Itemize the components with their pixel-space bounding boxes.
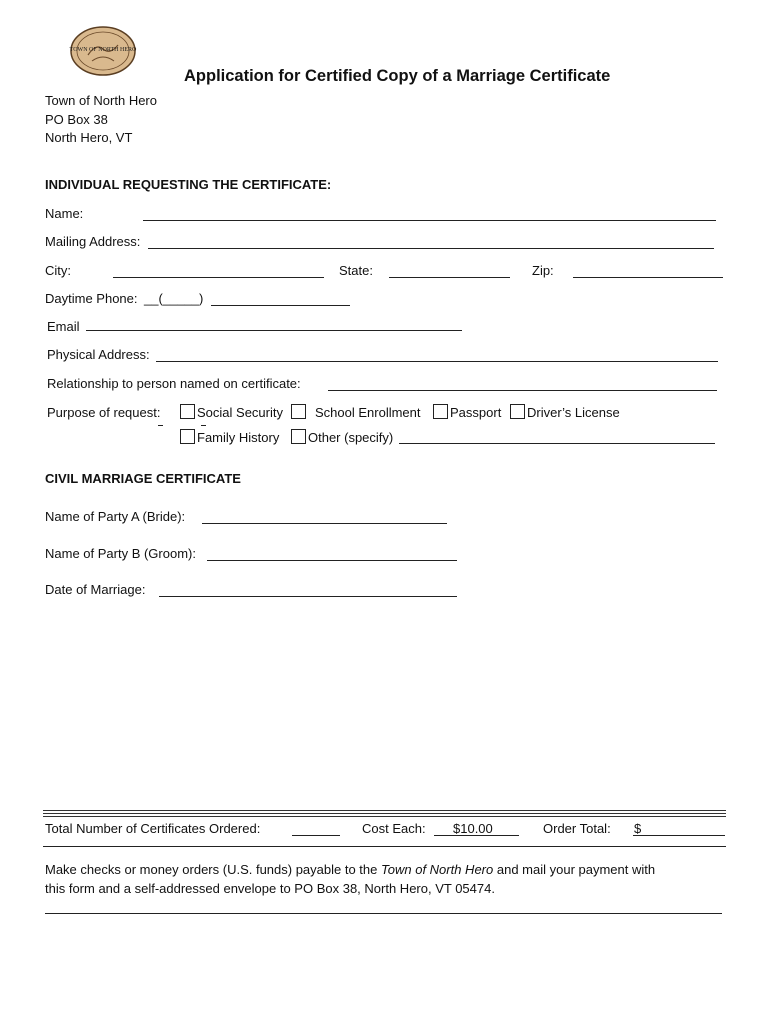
civil-heading: CIVIL MARRIAGE CERTIFICATE [45,471,241,486]
svg-text:TOWN OF NORTH HERO: TOWN OF NORTH HERO [69,47,137,53]
cost-each-value: $10.00 [453,821,493,836]
party-b-label: Name of Party B (Groom): [45,546,196,561]
mailing-address-label: Mailing Address: [45,234,141,249]
zip-field[interactable] [573,277,723,278]
requester-heading: INDIVIDUAL REQUESTING THE CERTIFICATE: [45,177,332,192]
total-certificates-label: Total Number of Certificates Ordered: [45,821,261,836]
page-title: Application for Certified Copy of a Marriage Certificate [184,67,611,85]
cost-each-label: Cost Each: [362,821,426,836]
order-divider-bottom [43,846,726,847]
physical-address-field[interactable] [156,361,718,362]
drivers-license-checkbox[interactable] [510,404,525,419]
family-history-label: Family History [197,430,280,445]
tick-mark [158,425,163,426]
email-label: Email [47,319,80,334]
family-history-checkbox[interactable] [180,429,195,444]
state-label: State: [339,263,373,278]
cost-each-underline [434,835,519,836]
purpose-label: Purpose of request: [47,405,161,420]
passport-checkbox[interactable] [433,404,448,419]
order-total-currency: $ [634,821,642,836]
tick-mark [201,425,206,426]
town-seal-logo [68,25,138,77]
party-a-field[interactable] [202,523,447,524]
order-divider-top [43,813,726,814]
social-security-checkbox[interactable] [180,404,195,419]
zip-label: Zip: [532,263,554,278]
payment-instructions-text: and mail your payment with [493,862,656,877]
other-label: Other (specify) [308,430,394,445]
state-field[interactable] [389,277,510,278]
order-total-label: Order Total: [543,821,611,836]
payee-name: Town of North Hero [381,862,494,877]
order-total-field[interactable] [633,835,725,836]
date-of-marriage-field[interactable] [159,596,457,597]
relationship-label: Relationship to person named on certificate: [47,376,301,391]
social-security-label: Social Security [197,405,283,420]
name-field[interactable] [143,220,716,221]
mailing-address-field[interactable] [148,248,714,249]
other-checkbox[interactable] [291,429,306,444]
phone-label: Daytime Phone: [45,291,138,306]
address-line-1: Town of North Hero [45,93,157,108]
city-field[interactable] [113,277,324,278]
party-b-field[interactable] [207,560,457,561]
passport-label: Passport [450,405,502,420]
other-specify-field[interactable] [399,443,715,444]
total-certificates-field[interactable] [292,835,340,836]
phone-field[interactable] [211,305,350,306]
relationship-field[interactable] [328,390,717,391]
payment-instructions-text: Make checks or money orders (U.S. funds) payable to the [45,862,381,877]
email-field[interactable] [86,330,462,331]
physical-address-label: Physical Address: [47,347,150,362]
name-label: Name: [45,206,84,221]
payment-instructions-line-1 [45,862,655,878]
phone-area-code-mask: __(_____) [144,291,204,306]
order-divider-top [43,810,726,811]
order-divider-top [43,816,726,817]
date-of-marriage-label: Date of Marriage: [45,582,146,597]
footer-rule [45,913,722,914]
drivers-license-label: Driver’s License [527,405,620,420]
city-label: City: [45,263,71,278]
address-line-2: PO Box 38 [45,112,108,127]
address-line-3: North Hero, VT [45,130,133,145]
school-enrollment-checkbox[interactable] [291,404,306,419]
party-a-label: Name of Party A (Bride): [45,509,186,524]
payment-instructions-line-2: this form and a self-addressed envelope to PO Box 38, North Hero, VT 05474. [45,881,495,896]
school-enrollment-label: School Enrollment [315,405,421,420]
